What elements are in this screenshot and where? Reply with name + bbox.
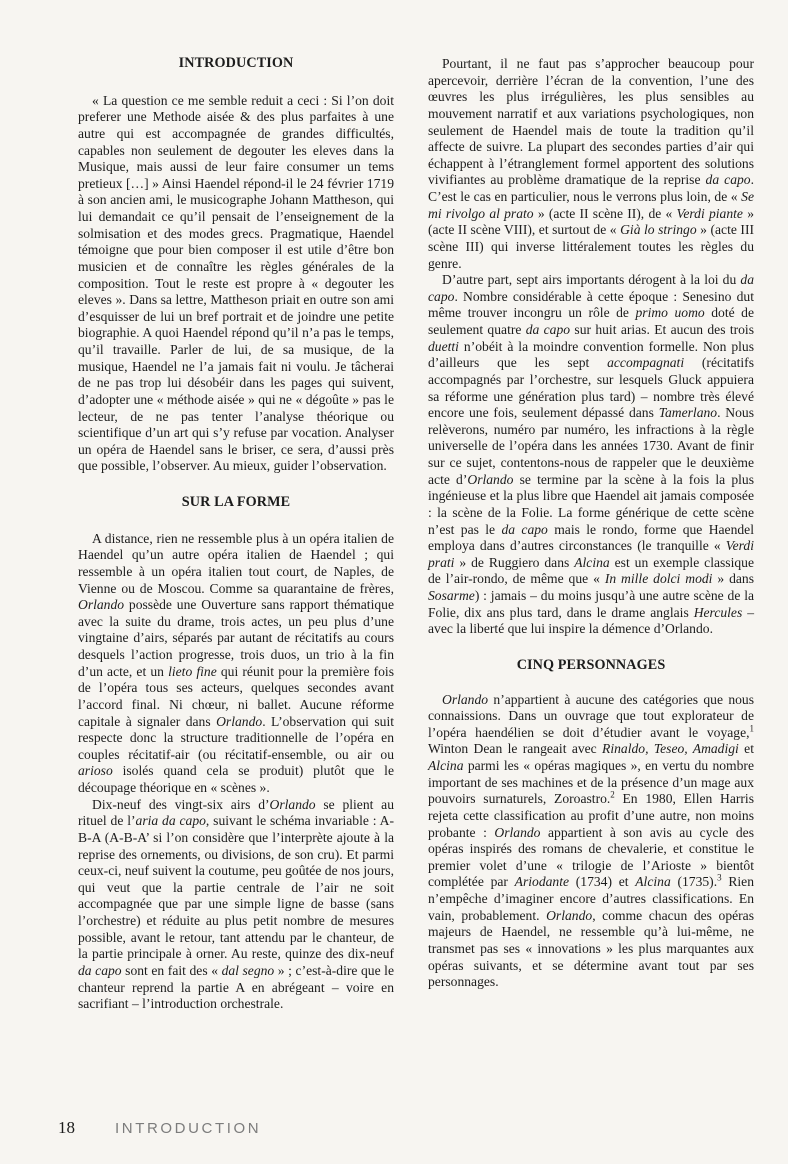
- footnote-ref[interactable]: 1: [749, 723, 754, 734]
- heading-introduction: INTRODUCTION: [178, 55, 294, 71]
- paragraph: A distance, rien ne ressemble plus à un opéra italien de Haendel qu’un autre opéra italien de Haendel ; qui ressemble à un opéra italien tout court, de Naples, de Vienne ou de Moscou. Comme sa quarantaine de frères, Orlando possède une Ouverture sans rapport thématique avec la suite du drame, trois actes, un peu plus d’une vingtaine d’airs, séparés par autant de récitatifs au cours desquels l’action progresse, trois duos, un trio à la fin d’un acte, et un lieto fine qui réunit pour la première fois de l’opéra tous ses acteurs, quelques secondes avant l’accord final. Ni chœur, ni ballet. Aucune réforme capitale à signaler dans Orlando. L’observation qui suit respecte donc la structure traditionnelle de l’opéra en couples récitatif-air (ou récitatif-ensemble, ou air ou arioso isolés quand cela se produit) plutôt que le découpage théorique en « scènes ».: [78, 530, 394, 795]
- running-title: INTRODUCTION: [115, 1120, 262, 1137]
- paragraph: « La question ce me semble reduit a ceci : Si l’on doit preferer une Methode aisée & des plus parfaites à une autre qui est accompagnée de grandes difficultés, capables non seulement de degouter les eleves dans la Musique, mais aussi de leur faire consumer un tems pretieux […] » Ainsi Haendel répond-il le 24 février 1719 à son ancien ami, le musicographe Johann Mattheson, qui lui demandait ce qu’il pensait de l’enseignement de la solmisation et des modes grecs. Pragmatique, Haendel témoigne que pour bien composer il est utile d’être bon musicien et de connaître les règles générales de la composition. Tout le reste est propre à « degouter les eleves ». Dans sa lettre, Mattheson priait en outre son ami d’esquisser de lui un bref portrait et de joindre une petite biographie. A quoi Haendel répond qu’il n’a pas le temps, qu’il travaille. Parler de lui, de sa musique, de la musique, Haendel ne l’a jamais fait ni voulu. Je tâcherai de ne pas trop lui désobéir dans les pages qui suivent, d’adopter une « méthode aisée » qui ne « dégoûte » pas le lecteur, de ne pas tenter l’analyse théorique ou scientifique d’un art qui s’y refuse par vocation. Analyser un opéra de Haendel sans le briser, ce sera, d’aussi près que possible, l’observer. Au mieux, guider l’observation.: [78, 92, 394, 474]
- footnote-ref[interactable]: 2: [610, 789, 615, 800]
- heading-sur-la-forme: SUR LA FORME: [181, 494, 291, 510]
- page-number: 18: [58, 1118, 75, 1137]
- right-column: [428, 54, 754, 991]
- paragraph: Orlando n’appartient à aucune des catégories que nous connaissions. Dans un ouvrage que tout explorateur de l’opéra haendélien se doit d’étudier avant le voyage,$^1$ Winton Dean le rangeait avec Rinaldo, Teseo, Amadigi et Alcina parmi les « opéras magiques », en vertu du nombre important de ses machines et de la présence d’un mage aux pouvoirs surnaturels, Zoroastro.$^2$ En 1980, Ellen Harris rejeta cette classification au profit d’une autre, non moins probante : Orlando appartient à son avis au cycle des opéras inspirés des romans de chevalerie, et constitue le premier volet d’une « trilogie de l’Arioste » bientôt complétée par Ariodante (1734) et Alcina (1735).$^3$ Rien n’empêche d’imaginer encore d’autres classifications. En vain, probablement. Orlando, comme chacun des opéras majeurs de Haendel, ne ressemble qu’à lui-même, ne transmet pas ses « innovations » les plus marquantes aux opéras suivants, et se détermine avant tout par ses personnages.: [428, 691, 755, 990]
- footnote-ref[interactable]: 3: [717, 872, 722, 883]
- left-column: [78, 54, 394, 1013]
- paragraph: Dix-neuf des vingt-six airs d’Orlando se plient au rituel de l’aria da capo, suivant le schéma invariable : A-B-A (A-B-A’ si l’on considère que l’interprète ajoute à la reprise des ornements, ou divisions, de son cru). Et parmi ceux-ci, neuf suivent la coutume, peu goûtée de nos jours, qui veut que la partie centrale de l’air ne soit accompagnée que par une simple ligne de basse (sans l’orchestre) et réduite au plus petit nombre de mesures possible, avant le retour, tant attendu par le chanteur, de la partie principale à orner. Au reste, quinze des dix-neuf da capo sont en fait des « dal segno » ; c’est-à-dire que le chanteur reprend la partie A en abrégeant – voire en sacrifiant – l’introduction orchestrale.: [78, 796, 395, 1012]
- heading-cinq-personnages: CINQ PERSONNAGES: [516, 656, 666, 673]
- paragraph: Pourtant, il ne faut pas s’approcher beaucoup pour apercevoir, derrière l’écran de la convention, l’une des œuvres les plus irrégulières, les plus sensibles au mouvement narratif et aux variations psychologiques, non seulement de Haendel mais de toute la tradition qu’il affecte de suivre. La plupart des secondes parties d’air qui échappent à l’étranglement formel apportent des solutions vivifiantes au problème dramatique de la reprise da capo. C’est le cas en particulier, nous le verrons plus loin, de « Se mi rivolgo al prato » (acte II scène II), de « Verdi piante » (acte II scène VIII), et surtout de « Già lo stringo » (acte III scène III) qui inverse littéralement toutes les règles du genre.: [428, 56, 755, 271]
- paragraph: D’autre part, sept airs importants dérogent à la loi du da capo. Nombre considérable à cette époque : Senesino dut même trouver incongru un rôle de primo uomo doté de seulement quatre da capo sur huit arias. Et aucun des trois duetti n’obéit à la moindre convention formelle. Non plus d’ailleurs que les sept accompagnati (récitatifs accompagnés par l’orchestre, sur lesquels Gluck appuiera sa réforme une génération plus tard) – nombre très élevé encore une fois, seulement dépassé dans Tamerlano. Nous relèverons, numéro par numéro, les infractions à la règle universelle de l’opéra dans les années 1730. Avant de finir sur ce sujet, contentons-nous de rappeler que le deuxième acte d’Orlando se termine par la scène à la fois la plus ingénieuse et la plus libre que Haendel ait jamais composée : la scène de la Folie. La forme générique de cette scène n’est pas le da capo mais le rondo, forme que Haendel employa dans d’autres circonstances (le tranquille « Verdi prati » de Ruggiero dans Alcina est un exemple classique de l’air-rondo, de même que « In mille dolci modi » dans Sosarme) : jamais – du moins jusqu’à une autre scène de la Folie, dix ans plus tard, dans le drame anglais Hercules – avec la liberté que lui inspire la démence d’Orlando.: [428, 272, 755, 637]
